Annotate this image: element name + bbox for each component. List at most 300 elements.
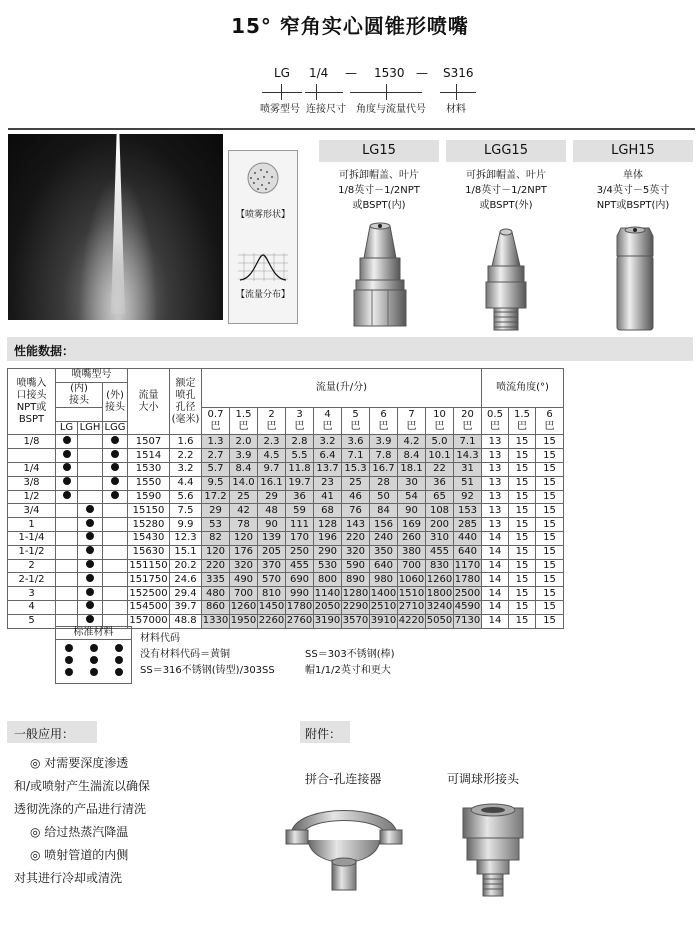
cell-orifice: 3.2 <box>170 462 202 476</box>
cell-lg <box>56 573 78 587</box>
th-inlet: 喷嘴入 口接头 NPT或 BSPT <box>8 369 56 435</box>
cell-inlet: 1-1/2 <box>8 545 56 559</box>
cell-orifice: 7.5 <box>170 504 202 518</box>
material-dot <box>90 656 98 664</box>
cell-lgh <box>78 490 103 504</box>
cell-flow: 2260 <box>258 615 285 627</box>
cell-angle: 15 <box>536 449 564 463</box>
cell-inlet: 5 <box>8 614 56 628</box>
code-label-size: 连接尺寸 <box>306 104 346 115</box>
cell-flow: 84 <box>370 504 398 518</box>
th-pressure: 6 巴 <box>370 407 398 435</box>
performance-table <box>7 368 564 629</box>
cell-flow: 156 <box>370 518 398 532</box>
code-part-size: 1/4 <box>309 66 329 80</box>
cell-lgg <box>103 600 128 614</box>
cell-flow: 170 <box>286 531 314 545</box>
cell-flow: 196 <box>314 531 342 545</box>
cell-flow: 2500 <box>454 587 481 599</box>
cell-lgh <box>78 476 103 490</box>
code-label-angle: 角度与流量代号 <box>356 104 426 115</box>
application-item: ◎ 喷射管道的内侧 <box>30 848 129 862</box>
cell-flow: 36 <box>426 476 454 490</box>
cell-flow: 7.8 <box>370 449 398 463</box>
lgg15-nozzle-image <box>476 222 536 332</box>
application-item: 和/或喷射产生湍流以确保 <box>14 779 151 793</box>
table-row <box>8 490 564 504</box>
cell-angle: 15 <box>536 504 564 518</box>
cell-flow: 530 <box>314 559 342 573</box>
cell-angle: 15 <box>509 531 536 545</box>
availability-dot <box>86 505 94 513</box>
cell-angle: 14 <box>482 559 509 573</box>
desc-line: NPT或BSPT(内) <box>596 200 670 211</box>
cell-inlet: 4 <box>8 600 56 614</box>
cell-flow: 290 <box>314 545 342 559</box>
cell-flow: 169 <box>398 518 426 532</box>
cell-flow: 15.3 <box>342 462 370 476</box>
cell-orifice: 2.2 <box>170 449 202 463</box>
cell-flow: 980 <box>370 573 398 587</box>
cell-flow: 480 <box>202 587 230 601</box>
material-dot <box>65 656 73 664</box>
material-dot <box>65 668 73 676</box>
cell-flow: 860 <box>202 600 230 614</box>
code-label-model: 喷雾型号 <box>260 104 300 115</box>
desc-line: 或BSPT(外) <box>479 200 533 211</box>
cell-lgg <box>103 504 128 518</box>
cell-flow: 370 <box>258 559 286 573</box>
cell-flow: 4590 <box>454 601 481 613</box>
th-flow-size: 流量 大小 <box>128 369 170 435</box>
cell-flow: 810 <box>258 587 286 601</box>
material-dot <box>115 656 123 664</box>
cell-flow: 31 <box>454 462 482 476</box>
cell-inlet: 1-1/4 <box>8 531 56 545</box>
cell-size: 15630 <box>128 545 170 559</box>
cell-flow: 176 <box>230 545 258 559</box>
lg15-nozzle-image <box>340 218 420 330</box>
header-divider <box>8 128 695 130</box>
cell-angle: 13 <box>482 490 509 504</box>
application-item: ◎ 给过热蒸汽降温 <box>30 825 129 839</box>
application-item: 对其进行冷却或清洗 <box>14 871 123 885</box>
cell-inlet: 2-1/2 <box>8 573 56 587</box>
cell-flow: 220 <box>342 531 370 545</box>
cell-orifice: 48.8 <box>170 614 202 628</box>
cell-angle: 14 <box>482 587 509 601</box>
cell-flow: 1280 <box>342 587 369 599</box>
code-part-material: S316 <box>443 66 474 80</box>
desc-line: 1/8英寸－1/2NPT <box>338 185 420 196</box>
availability-dot <box>111 450 119 458</box>
cell-flow: 7130 <box>454 615 481 627</box>
cell-flow: 13.7 <box>314 462 342 476</box>
cell-size: 1530 <box>128 462 170 476</box>
cell-angle: 15 <box>509 614 536 628</box>
desc-line: 3/4英寸－5英寸 <box>596 185 670 196</box>
cell-flow: 5.7 <box>202 462 230 476</box>
table-row <box>8 531 564 545</box>
material-dot <box>90 668 98 676</box>
th-type-lgh: LGH <box>78 421 103 435</box>
th-inner-spacer <box>56 407 103 421</box>
availability-dot <box>86 588 94 596</box>
cell-angle: 13 <box>482 449 509 463</box>
th-pressure: 0.7 巴 <box>202 407 230 435</box>
cell-lgg <box>103 545 128 559</box>
cell-angle: 15 <box>536 587 564 601</box>
cell-flow: 2.3 <box>258 435 286 449</box>
cell-inlet: 1 <box>8 518 56 532</box>
cell-flow: 3.2 <box>314 435 342 449</box>
split-eyelet-connector-image <box>282 800 406 900</box>
applications-list <box>14 752 150 890</box>
page-title: 15° 窄角实心圆锥形喷嘴 <box>231 14 469 38</box>
cell-flow: 890 <box>342 573 370 587</box>
cell-lgh <box>78 462 103 476</box>
cell-size: 151150 <box>129 559 168 571</box>
cell-lgg <box>103 518 128 532</box>
material-code-line3: SS＝303不锈钢(棒) <box>305 649 395 660</box>
th-pressure: 10 巴 <box>426 407 454 435</box>
cell-lgh <box>78 545 103 559</box>
availability-dot <box>86 519 94 527</box>
table-row <box>8 462 564 476</box>
cell-flow: 2760 <box>286 615 313 627</box>
cell-flow: 1450 <box>258 601 285 613</box>
cell-flow: 240 <box>370 531 398 545</box>
cell-orifice: 39.7 <box>170 600 202 614</box>
cell-flow: 700 <box>398 559 426 573</box>
cell-angle: 15 <box>509 435 536 449</box>
availability-dot <box>63 463 71 471</box>
cell-flow: 1950 <box>230 615 257 627</box>
cell-size: 1590 <box>128 490 170 504</box>
th-pressure: 5 巴 <box>342 407 370 435</box>
cell-flow: 3190 <box>314 615 341 627</box>
cell-flow: 1260 <box>230 601 257 613</box>
availability-dot <box>63 436 71 444</box>
cell-lg <box>56 435 78 449</box>
cell-flow: 29 <box>202 504 230 518</box>
cell-angle: 15 <box>509 559 536 573</box>
cell-flow: 455 <box>286 559 314 573</box>
cell-angle: 15 <box>509 476 536 490</box>
cell-flow: 2290 <box>342 601 369 613</box>
cell-flow: 590 <box>342 559 370 573</box>
cell-lgg <box>103 559 128 573</box>
availability-dot <box>86 546 94 554</box>
cell-flow: 7.1 <box>454 435 482 449</box>
cell-flow: 320 <box>342 545 370 559</box>
cell-flow: 29 <box>258 490 286 504</box>
desc-line: 单体 <box>623 170 643 181</box>
cell-size: 154500 <box>129 601 168 613</box>
cell-flow: 25 <box>342 476 370 490</box>
application-item: ◎ 对需要深度渗透 <box>30 756 129 770</box>
cell-flow: 51 <box>454 476 482 490</box>
cell-lg <box>56 559 78 573</box>
cell-flow: 2.0 <box>230 435 258 449</box>
cell-flow: 5050 <box>426 615 453 627</box>
cell-flow: 380 <box>398 545 426 559</box>
cell-angle: 13 <box>482 504 509 518</box>
cell-lg <box>56 545 78 559</box>
table-row <box>8 573 564 587</box>
cell-angle: 15 <box>509 490 536 504</box>
cell-flow: 3.9 <box>230 449 258 463</box>
cell-angle: 15 <box>536 435 564 449</box>
table-row <box>8 518 564 532</box>
cell-angle: 14 <box>482 531 509 545</box>
spray-shape-label: 【喷雾形状】 <box>235 210 290 220</box>
cell-inlet: 3 <box>8 587 56 601</box>
cell-flow: 22 <box>426 462 454 476</box>
cell-size: 1550 <box>128 476 170 490</box>
cell-angle: 14 <box>482 545 509 559</box>
cell-flow: 139 <box>258 531 286 545</box>
cell-angle: 13 <box>482 462 509 476</box>
cell-flow: 82 <box>202 531 230 545</box>
cell-flow: 7.1 <box>342 449 370 463</box>
material-code-line2: SS＝316不锈钢(铸型)/303SS <box>140 665 275 676</box>
material-dot <box>65 644 73 652</box>
cell-flow: 59 <box>286 504 314 518</box>
th-pressure: 1.5 巴 <box>230 407 258 435</box>
spray-info-panel <box>228 150 298 324</box>
cell-lgh <box>78 573 103 587</box>
product-header-lg15: LG15 <box>319 140 439 162</box>
cell-flow: 50 <box>370 490 398 504</box>
product-desc-lg15 <box>319 168 439 213</box>
cell-angle: 15 <box>509 587 536 601</box>
cell-lg <box>56 518 78 532</box>
cell-flow: 78 <box>230 518 258 532</box>
th-angle: 喷流角度(°) <box>482 369 564 408</box>
material-code-line1: 没有材料代码＝黄铜 <box>140 649 230 660</box>
cell-flow: 18.1 <box>398 462 426 476</box>
cell-lgg <box>103 490 128 504</box>
lgh15-nozzle-image <box>605 222 665 336</box>
cell-inlet: 1/4 <box>8 462 56 476</box>
availability-dot <box>111 477 119 485</box>
cell-size: 15280 <box>128 518 170 532</box>
availability-dot <box>63 477 71 485</box>
cell-flow: 120 <box>202 545 230 559</box>
cell-flow: 11.8 <box>286 462 314 476</box>
cell-lgg <box>103 435 128 449</box>
standard-material-grid <box>55 626 132 684</box>
cell-flow: 25 <box>230 490 258 504</box>
cell-flow: 570 <box>258 573 286 587</box>
cell-flow: 260 <box>398 531 426 545</box>
cell-flow: 46 <box>342 490 370 504</box>
cell-flow: 285 <box>454 518 482 532</box>
cell-flow: 108 <box>426 504 454 518</box>
cell-flow: 640 <box>370 559 398 573</box>
cell-angle: 15 <box>509 518 536 532</box>
cell-angle: 15 <box>509 462 536 476</box>
availability-dot <box>111 491 119 499</box>
cell-flow: 153 <box>454 504 482 518</box>
cell-flow: 2050 <box>314 601 341 613</box>
cell-flow: 9.5 <box>202 476 230 490</box>
cell-flow: 320 <box>230 559 258 573</box>
cell-orifice: 4.4 <box>170 476 202 490</box>
cell-inlet: 1/2 <box>8 490 56 504</box>
th-pressure: 3 巴 <box>286 407 314 435</box>
cell-flow: 8.4 <box>398 449 426 463</box>
cell-size: 152500 <box>129 587 168 599</box>
cell-lgh <box>78 435 103 449</box>
cell-flow: 440 <box>454 531 482 545</box>
cell-flow: 350 <box>370 545 398 559</box>
cell-angle: 15 <box>536 490 564 504</box>
cell-flow: 36 <box>286 490 314 504</box>
cell-flow: 16.7 <box>370 462 398 476</box>
cell-angle: 15 <box>509 504 536 518</box>
cell-lg <box>56 504 78 518</box>
cell-lgh <box>78 504 103 518</box>
cell-lg <box>56 476 78 490</box>
cell-flow: 2.7 <box>202 449 230 463</box>
code-part-angle: 1530 <box>374 66 405 80</box>
th-angle-pressure: 1.5 巴 <box>509 407 536 435</box>
cell-size: 1507 <box>128 435 170 449</box>
product-header-lgg15: LGG15 <box>446 140 566 162</box>
accessory-label-ball-joint: 可调球形接头 <box>447 772 520 786</box>
availability-dot <box>86 574 94 582</box>
accessories-label: 附件： <box>305 727 342 741</box>
cell-lgh <box>78 449 103 463</box>
cell-flow: 220 <box>202 559 230 573</box>
cell-flow: 990 <box>286 587 314 601</box>
table-row <box>8 559 564 573</box>
material-dot <box>115 644 123 652</box>
availability-dot <box>111 436 119 444</box>
cell-flow: 30 <box>398 476 426 490</box>
cell-lgg <box>103 573 128 587</box>
cell-orifice: 20.2 <box>170 559 202 573</box>
flow-distribution-icon <box>236 251 290 283</box>
availability-dot <box>63 491 71 499</box>
cell-flow: 205 <box>258 545 286 559</box>
cell-flow: 250 <box>286 545 314 559</box>
cell-flow: 120 <box>230 531 258 545</box>
cell-flow: 3.9 <box>370 435 398 449</box>
cell-flow: 9.7 <box>258 462 286 476</box>
cell-flow: 335 <box>202 573 230 587</box>
cell-flow: 2710 <box>398 601 425 613</box>
cell-flow: 1330 <box>202 615 229 627</box>
cell-flow: 4220 <box>398 615 425 627</box>
cell-flow: 42 <box>230 504 258 518</box>
cell-flow: 310 <box>426 531 454 545</box>
spray-pattern-icon <box>243 161 283 195</box>
cell-flow: 28 <box>370 476 398 490</box>
th-pressure: 20 巴 <box>454 407 482 435</box>
availability-dot <box>86 532 94 540</box>
cell-lgh <box>78 600 103 614</box>
cell-inlet: 2 <box>8 559 56 573</box>
std-material-label: 标准材料 <box>56 627 131 640</box>
cell-angle: 15 <box>509 449 536 463</box>
table-row <box>8 476 564 490</box>
cell-flow: 143 <box>342 518 370 532</box>
adjustable-ball-joint-image <box>455 800 531 900</box>
cell-flow: 111 <box>286 518 314 532</box>
cell-size: 15150 <box>128 504 170 518</box>
product-header-lgh15: LGH15 <box>573 140 693 162</box>
cell-angle: 14 <box>482 573 509 587</box>
model-code <box>0 0 700 120</box>
cell-angle: 15 <box>536 531 564 545</box>
cell-flow: 90 <box>258 518 286 532</box>
cell-flow: 3240 <box>426 601 453 613</box>
cell-flow: 3910 <box>370 615 397 627</box>
cell-flow: 53 <box>202 518 230 532</box>
cell-flow: 490 <box>230 573 258 587</box>
cell-flow: 1780 <box>454 573 481 585</box>
cell-orifice: 12.3 <box>170 531 202 545</box>
cell-lg <box>56 490 78 504</box>
th-type-lg: LG <box>56 421 78 435</box>
th-angle-pressure: 6 巴 <box>536 407 564 435</box>
th-nozzle-type: 喷嘴型号 <box>56 369 128 383</box>
desc-line: 可拆卸帽盖、叶片 <box>466 170 546 181</box>
cell-flow: 76 <box>342 504 370 518</box>
material-dot <box>115 668 123 676</box>
cell-orifice: 9.9 <box>170 518 202 532</box>
cell-flow: 1780 <box>286 601 313 613</box>
cell-flow: 6.4 <box>314 449 342 463</box>
cell-flow: 68 <box>314 504 342 518</box>
cell-orifice: 15.1 <box>170 545 202 559</box>
cell-lgg <box>103 531 128 545</box>
th-inner: (内) 接头 <box>56 382 103 407</box>
cell-size: 15430 <box>128 531 170 545</box>
desc-line: 1/8英寸－1/2NPT <box>465 185 547 196</box>
cell-angle: 15 <box>536 600 564 614</box>
code-dash-2: — <box>416 66 428 80</box>
cell-flow: 128 <box>314 518 342 532</box>
cell-lgh <box>78 531 103 545</box>
cell-lg <box>56 531 78 545</box>
cell-angle: 14 <box>482 614 509 628</box>
availability-dot <box>86 560 94 568</box>
spray-photo <box>8 134 223 320</box>
availability-dot <box>63 450 71 458</box>
th-pressure: 4 巴 <box>314 407 342 435</box>
cell-flow: 14.3 <box>454 449 482 463</box>
cell-flow: 1.3 <box>202 435 230 449</box>
availability-dot <box>86 615 94 623</box>
cell-flow: 1170 <box>454 559 481 571</box>
table-row <box>8 600 564 614</box>
cell-flow: 5.0 <box>426 435 454 449</box>
cell-flow: 640 <box>454 545 482 559</box>
cell-flow: 1800 <box>426 587 453 599</box>
cell-flow: 41 <box>314 490 342 504</box>
cell-size: 151750 <box>129 573 168 585</box>
desc-line: 或BSPT(内) <box>352 200 406 211</box>
cell-flow: 3.6 <box>342 435 370 449</box>
cell-flow: 200 <box>426 518 454 532</box>
cell-flow: 2.8 <box>286 435 314 449</box>
table-row <box>8 449 564 463</box>
cell-angle: 14 <box>482 600 509 614</box>
